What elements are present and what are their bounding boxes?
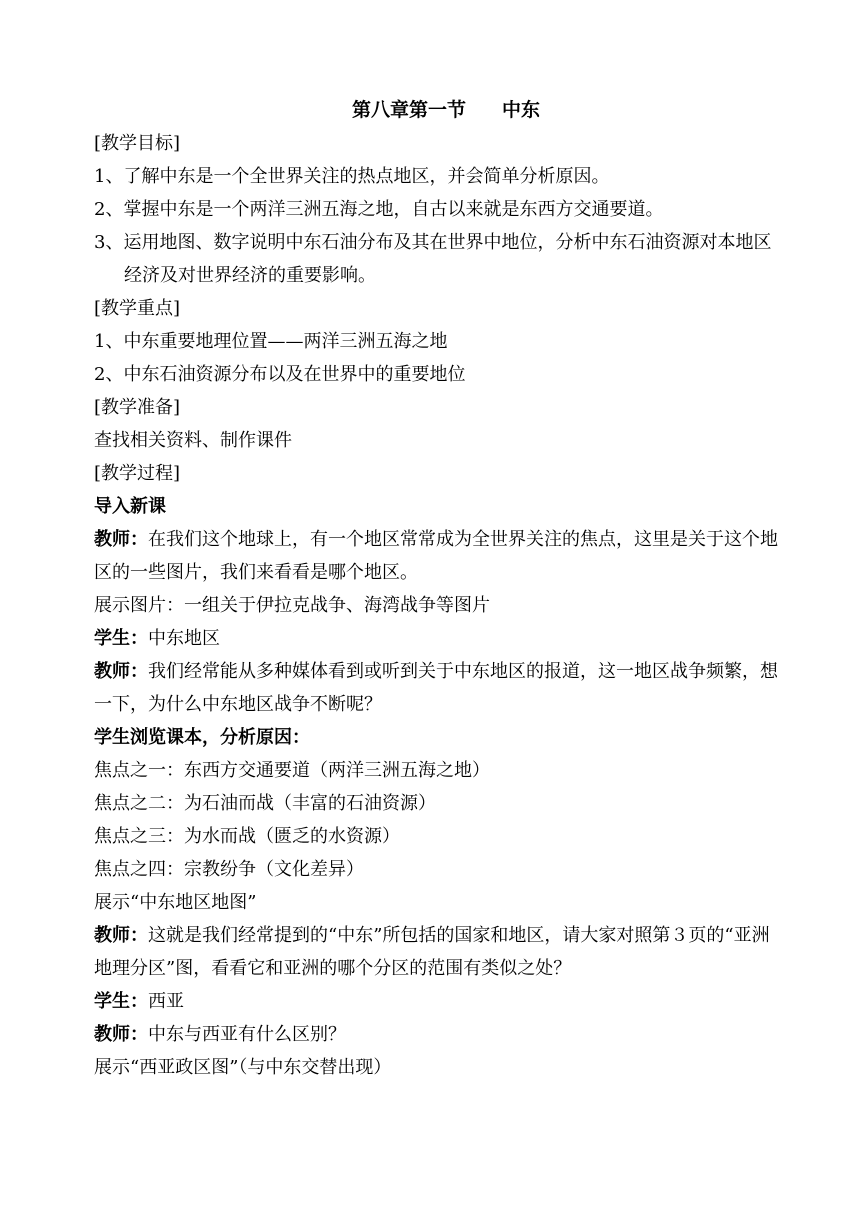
analysis-heading: 学生浏览课本，分析原因： xyxy=(94,727,310,748)
chapter-label: 第八章第一节 xyxy=(351,99,466,121)
document-title xyxy=(94,94,784,126)
objective-item: 2、掌握中东是一个两洋三洲五海之地，自古以来就是东西方交通要道。 xyxy=(94,199,664,220)
activity-line: 展示“中东地区地图” xyxy=(94,892,257,913)
intro-heading: 导入新课 xyxy=(94,496,166,517)
objective-item: 1、了解中东是一个全世界关注的热点地区，并会简单分析原因。 xyxy=(94,166,610,187)
speaker-label: 教师： xyxy=(94,529,148,550)
dialogue-paragraph xyxy=(94,523,784,589)
focus-item: 焦点之三：为水而战（匮乏的水资源） xyxy=(94,826,400,847)
dialogue-text: 在我们这个地球上，有一个地区常常成为全世界关注的焦点，这里是关于这个地区的一些图片，我们来看看是哪个地区。 xyxy=(94,529,778,583)
document-page xyxy=(94,94,784,1084)
speaker-label: 学生： xyxy=(94,628,148,649)
activity-line: 展示“西亚政区图”（与中东交替出现） xyxy=(94,1057,392,1078)
topic-label: 中东 xyxy=(502,99,541,121)
preparation-text: 查找相关资料、制作课件 xyxy=(94,430,292,451)
key-point-item: 2、中东石油资源分布以及在世界中的重要地位 xyxy=(94,364,466,385)
process-heading: [教学过程] xyxy=(94,463,181,484)
objective-item: 3、运用地图、数字说明中东石油分布及其在世界中地位，分析中东石油资源对本地区经济及对世界经济的重要影响。 xyxy=(94,232,772,286)
dialogue-text: 中东地区 xyxy=(148,628,220,649)
dialogue-text: 我们经常能从多种媒体看到或听到关于中东地区的报道，这一地区战争频繁，想一下，为什么中东地区战争不断呢？ xyxy=(94,661,778,715)
dialogue-paragraph xyxy=(94,1018,784,1051)
key-points-heading: [教学重点] xyxy=(94,298,181,319)
dialogue-text: 这就是我们经常提到的“中东”所包括的国家和地区，请大家对照第３页的“亚洲地理分区”图，看看它和亚洲的哪个分区的范围有类似之处？ xyxy=(94,925,770,979)
dialogue-paragraph xyxy=(94,622,784,655)
dialogue-paragraph xyxy=(94,919,784,985)
dialogue-paragraph xyxy=(94,985,784,1018)
objectives-heading: [教学目标] xyxy=(94,133,181,154)
dialogue-paragraph xyxy=(94,655,784,721)
speaker-label: 教师： xyxy=(94,925,148,946)
speaker-label: 教师： xyxy=(94,1024,148,1045)
activity-line: 展示图片：一组关于伊拉克战争、海湾战争等图片 xyxy=(94,595,490,616)
dialogue-text: 西亚 xyxy=(148,991,184,1012)
dialogue-text: 中东与西亚有什么区别？ xyxy=(148,1024,346,1045)
focus-item: 焦点之一：东西方交通要道（两洋三洲五海之地） xyxy=(94,760,490,781)
focus-item: 焦点之四：宗教纷争（文化差异） xyxy=(94,859,364,880)
speaker-label: 教师： xyxy=(94,661,148,682)
focus-item: 焦点之二：为石油而战（丰富的石油资源） xyxy=(94,793,436,814)
key-point-item: 1、中东重要地理位置——两洋三洲五海之地 xyxy=(94,331,448,352)
preparation-heading: [教学准备] xyxy=(94,397,181,418)
speaker-label: 学生： xyxy=(94,991,148,1012)
